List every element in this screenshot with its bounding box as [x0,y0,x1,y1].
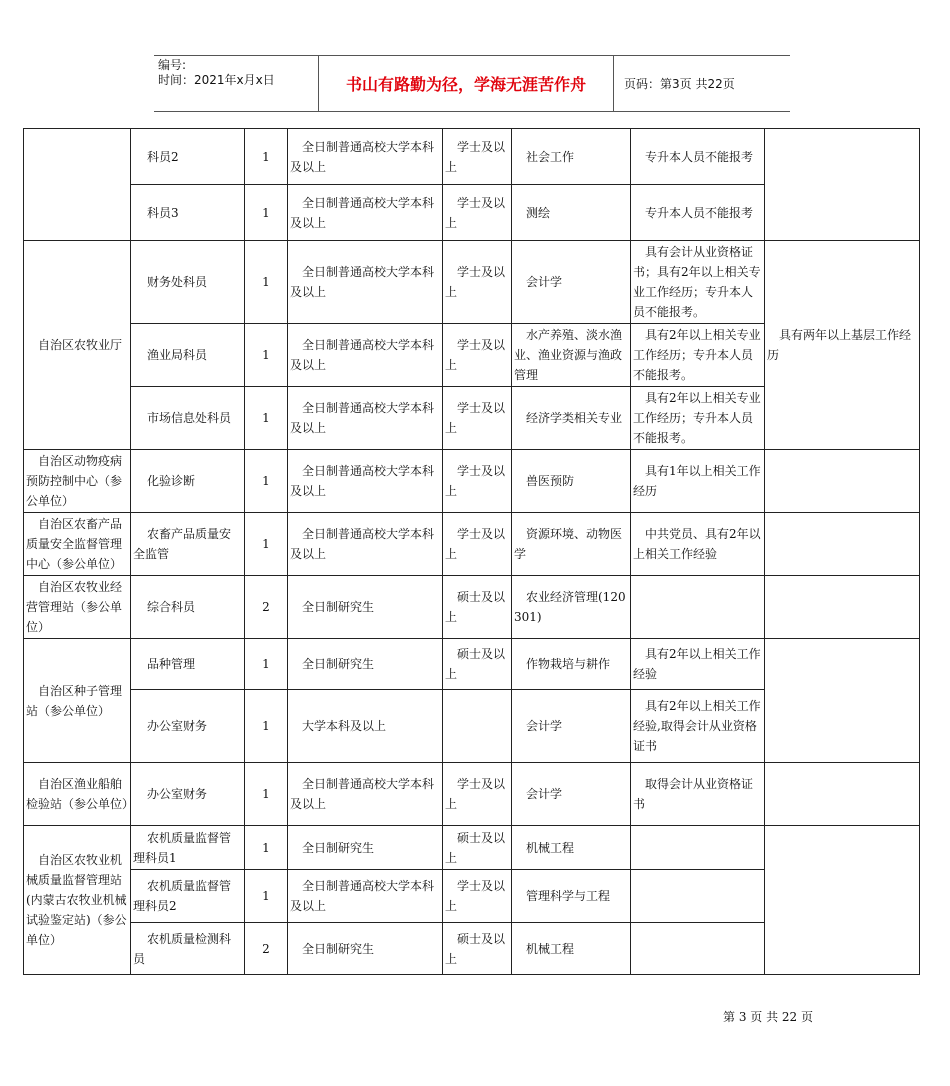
major-cell: 会计学 [512,241,631,324]
major-cell: 农业经济管理(120301) [512,576,631,639]
requirement-cell: 具有2年以上相关工作经验 [631,639,765,690]
degree-cell: 学士及以上 [443,129,512,185]
count-cell: 1 [245,185,288,241]
page-header [154,55,790,112]
degree-cell: 学士及以上 [443,870,512,923]
major-cell: 机械工程 [512,923,631,975]
position-cell: 农机质量监督管理科员1 [131,826,245,870]
requirement-cell: 具有2年以上相关工作经验,取得会计从业资格证书 [631,690,765,763]
major-cell: 作物栽培与耕作 [512,639,631,690]
requirement-cell: 具有会计从业资格证书；具有2年以上相关专业工作经历；专升本人员不能报考。 [631,241,765,324]
table-row [24,513,920,576]
education-cell: 全日制研究生 [288,639,443,690]
position-cell: 办公室财务 [131,763,245,826]
education-cell: 全日制研究生 [288,576,443,639]
unit-cell: 自治区种子管理站（参公单位） [24,639,131,763]
position-cell: 农畜产品质量安全监管 [131,513,245,576]
other-cell [765,450,920,513]
requirement-cell: 专升本人员不能报考 [631,185,765,241]
other-cell [765,763,920,826]
count-cell: 1 [245,690,288,763]
degree-cell: 硕士及以上 [443,639,512,690]
degree-cell: 学士及以上 [443,513,512,576]
requirement-cell [631,870,765,923]
major-cell: 资源环境、动物医学 [512,513,631,576]
unit-cell: 自治区农牧业厅 [24,241,131,450]
header-meta [158,58,318,88]
table-row [24,826,920,870]
degree-cell: 硕士及以上 [443,923,512,975]
other-cell [765,826,920,975]
requirement-cell [631,826,765,870]
education-cell: 全日制研究生 [288,923,443,975]
position-cell: 渔业局科员 [131,324,245,387]
education-cell: 全日制普通高校大学本科及以上 [288,870,443,923]
table-row [24,763,920,826]
count-cell: 1 [245,763,288,826]
education-cell: 全日制普通高校大学本科及以上 [288,763,443,826]
education-cell: 全日制普通高校大学本科及以上 [288,324,443,387]
major-cell: 经济学类相关专业 [512,387,631,450]
requirement-cell: 取得会计从业资格证书 [631,763,765,826]
degree-cell: 学士及以上 [443,324,512,387]
degree-cell: 硕士及以上 [443,826,512,870]
requirement-cell: 具有2年以上相关专业工作经历；专升本人员不能报考。 [631,387,765,450]
unit-cell [24,129,131,241]
degree-cell [443,690,512,763]
unit-cell: 自治区农牧业经营管理站（参公单位） [24,576,131,639]
other-cell [765,639,920,763]
degree-cell: 学士及以上 [443,387,512,450]
unit-cell: 自治区渔业船舶检验站（参公单位） [24,763,131,826]
table-row [24,241,920,324]
page-footer: 第 3 页 共 22 页 [723,1010,813,1024]
table-row [24,639,920,690]
other-cell [765,513,920,576]
position-cell: 综合科员 [131,576,245,639]
education-cell: 全日制普通高校大学本科及以上 [288,185,443,241]
count-cell: 1 [245,450,288,513]
education-cell: 全日制普通高校大学本科及以上 [288,450,443,513]
major-cell: 测绘 [512,185,631,241]
education-cell: 全日制普通高校大学本科及以上 [288,241,443,324]
table-row [24,129,920,185]
major-cell: 会计学 [512,690,631,763]
position-cell: 市场信息处科员 [131,387,245,450]
position-cell: 化验诊断 [131,450,245,513]
education-cell: 全日制研究生 [288,826,443,870]
major-cell: 管理科学与工程 [512,870,631,923]
education-cell: 全日制普通高校大学本科及以上 [288,387,443,450]
other-cell [765,576,920,639]
table-row [24,576,920,639]
recruitment-table [23,128,920,975]
page-label: 页码：第3页 共22页 [624,77,735,91]
degree-cell: 学士及以上 [443,185,512,241]
other-cell: 具有两年以上基层工作经历 [765,241,920,450]
degree-cell: 硕士及以上 [443,576,512,639]
major-cell: 水产养殖、淡水渔业、渔业资源与渔政管理 [512,324,631,387]
position-cell: 办公室财务 [131,690,245,763]
degree-cell: 学士及以上 [443,450,512,513]
slogan: 书山有路勤为径，学海无涯苦作舟 [318,56,614,111]
position-cell: 品种管理 [131,639,245,690]
requirement-cell: 具有1年以上相关工作经历 [631,450,765,513]
education-cell: 大学本科及以上 [288,690,443,763]
requirement-cell: 具有2年以上相关专业工作经历；专升本人员不能报考。 [631,324,765,387]
education-cell: 全日制普通高校大学本科及以上 [288,129,443,185]
major-cell: 会计学 [512,763,631,826]
degree-cell: 学士及以上 [443,763,512,826]
education-cell: 全日制普通高校大学本科及以上 [288,513,443,576]
unit-cell: 自治区动物疫病预防控制中心（参公单位） [24,450,131,513]
degree-cell: 学士及以上 [443,241,512,324]
number-label: 编号: [158,58,187,72]
count-cell: 1 [245,241,288,324]
position-cell: 农机质量监督管理科员2 [131,870,245,923]
time-label: 时间：2021年x月x日 [158,73,275,87]
count-cell: 1 [245,324,288,387]
other-cell [765,129,920,241]
requirement-cell [631,923,765,975]
count-cell: 1 [245,387,288,450]
table-row [24,450,920,513]
requirement-cell: 专升本人员不能报考 [631,129,765,185]
count-cell: 2 [245,576,288,639]
count-cell: 1 [245,129,288,185]
requirement-cell: 中共党员、具有2年以上相关工作经验 [631,513,765,576]
count-cell: 1 [245,826,288,870]
unit-cell: 自治区农牧业机械质量监督管理站(内蒙古农牧业机械试验鉴定站)（参公单位） [24,826,131,975]
position-cell: 财务处科员 [131,241,245,324]
major-cell: 社会工作 [512,129,631,185]
unit-cell: 自治区农畜产品质量安全监督管理中心（参公单位） [24,513,131,576]
count-cell: 1 [245,870,288,923]
count-cell: 1 [245,639,288,690]
count-cell: 1 [245,513,288,576]
major-cell: 机械工程 [512,826,631,870]
position-cell: 科员3 [131,185,245,241]
position-cell: 科员2 [131,129,245,185]
position-cell: 农机质量检测科员 [131,923,245,975]
requirement-cell [631,576,765,639]
major-cell: 兽医预防 [512,450,631,513]
count-cell: 2 [245,923,288,975]
